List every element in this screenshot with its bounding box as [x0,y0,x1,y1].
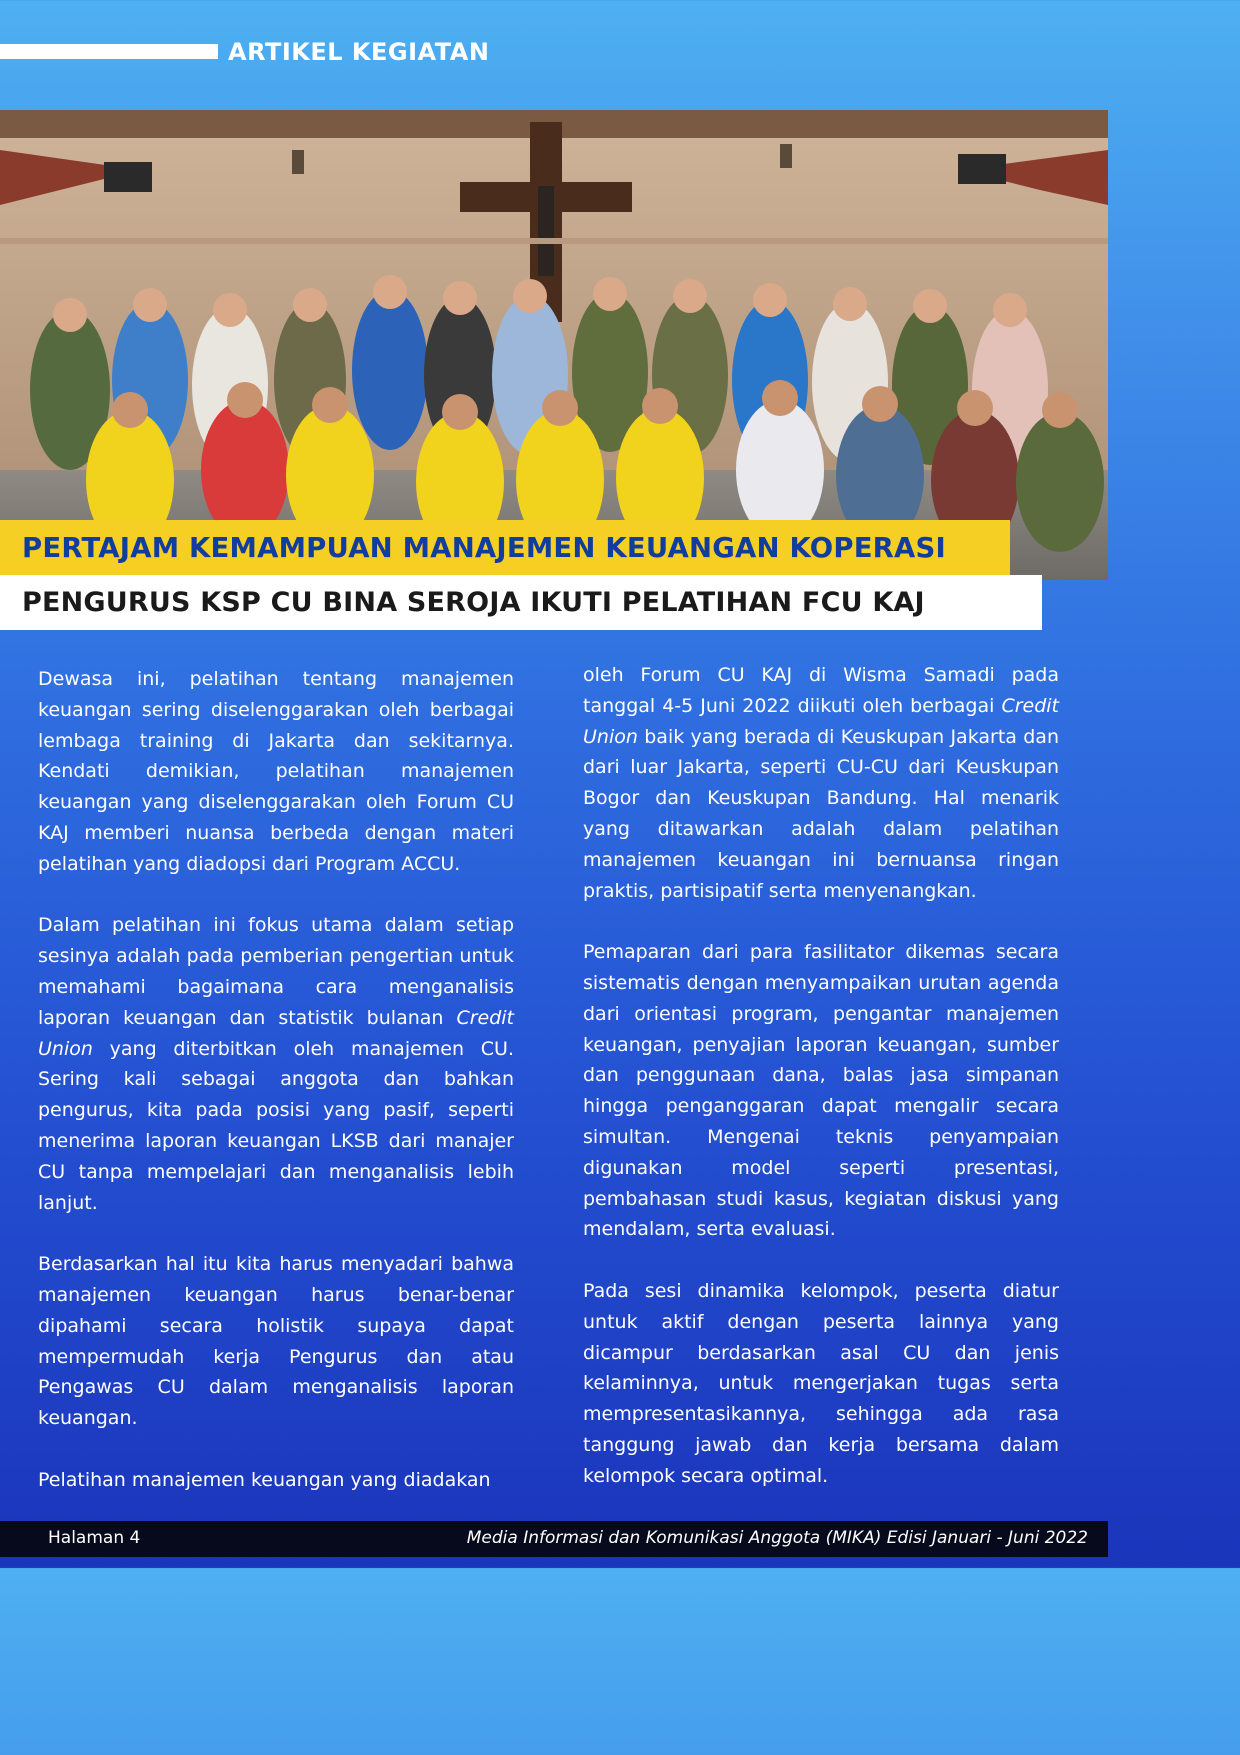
text-run: yang diterbitkan oleh manajemen CU. Sering kali sebagai anggota dan bahkan pengurus, kita pada posisi yang pasif, seperti menerima laporan keuangan LKSB dari manajer CU tanpa mempelajari dan menganalisis lebih lanjut. [38,1037,514,1214]
subheadline: PENGURUS KSP CU BINA SEROJA IKUTI PELATIHAN FCU KAJ [22,587,925,618]
group-photo [0,110,1108,580]
footer-bar [0,1521,1108,1557]
subheadline-banner [0,575,1042,630]
paragraph [583,660,1059,906]
paragraph: Dewasa ini, pelatihan tentang manajemen keuangan sering diselenggarakan oleh berbagai lembaga training di Jakarta dan sekitarnya. Kendati demikian, pelatihan manajemen keuangan yang diselenggarakan oleh Forum CU KAJ memberi nuansa berbeda dengan materi pelatihan yang diadopsi dari Program ACCU. [38,668,514,875]
text-run: oleh Forum CU KAJ di Wisma Samadi pada tanggal 4-5 Juni 2022 diikuti oleh berbagai [583,664,1059,717]
italic-term: Credit Union [38,1006,514,1060]
text-run: baik yang berada di Keuskupan Jakarta dan dari luar Jakarta, seperti CU-CU dari Keuskupan Bogor dan Keuskupan Bandung. Hal menarik yang ditawarkan adalah dalam pelatihan manajemen keuangan ini bernuansa ringan praktis, partisipatif serta menyenangkan. [583,725,1059,902]
paragraph: Pada sesi dinamika kelompok, peserta diatur untuk aktif dengan peserta lainnya yang dicampur berdasarkan asal CU dan jenis kelaminnya, untuk mengerjakan tugas serta mempresentasikannya, sehingga ada rasa tanggung jawab dan kerja bersama dalam kelompok secara optimal. [583,1279,1059,1487]
article-column-right [583,660,1059,1492]
paragraph: Berdasarkan hal itu kita harus menyadari bahwa manajemen keuangan harus benar-benar dipahami secara holistik supaya dapat mempermudah kerja Pengurus dan atau Pengawas CU dalam menganalisis laporan keuangan. [38,1253,514,1430]
article-column-left [38,664,514,1496]
publication-name: Media Informasi dan Komunikasi Anggota (MIKA) Edisi Januari - Juni 2022 [466,1528,1088,1548]
text-run: Dalam pelatihan ini fokus utama dalam setiap sesinya adalah pada pemberian pengertian untuk memahami bagaimana cara menganalisis laporan keuangan dan statistik bulanan [38,914,514,1029]
italic-term: Credit Union [583,694,1059,748]
headline: PERTAJAM KEMAMPUAN MANAJEMEN KEUANGAN KOPERASI [22,531,946,564]
page-number: Halaman 4 [48,1528,141,1548]
section-label: ARTIKEL KEGIATAN [228,38,490,66]
headline-banner [0,520,1010,575]
paragraph: Pelatihan manajemen keuangan yang diadakan [38,1468,491,1491]
paragraph: Pemaparan dari para fasilitator dikemas secara sistematis dengan menyampaikan urutan agenda dari orientasi program, pengantar manajemen keuangan, penyajian laporan keuangan, sumber dan penggunaan dana, balas jasa simpanan hingga penganggaran dapat mengalir secara simultan. Mengenai teknis penyampaian digunakan model seperti presentasi, pembahasan studi kasus, kegiatan diskusi yang mendalam, serta evaluasi. [583,941,1059,1241]
paragraph [38,910,514,1218]
header-accent-bar [0,44,218,59]
